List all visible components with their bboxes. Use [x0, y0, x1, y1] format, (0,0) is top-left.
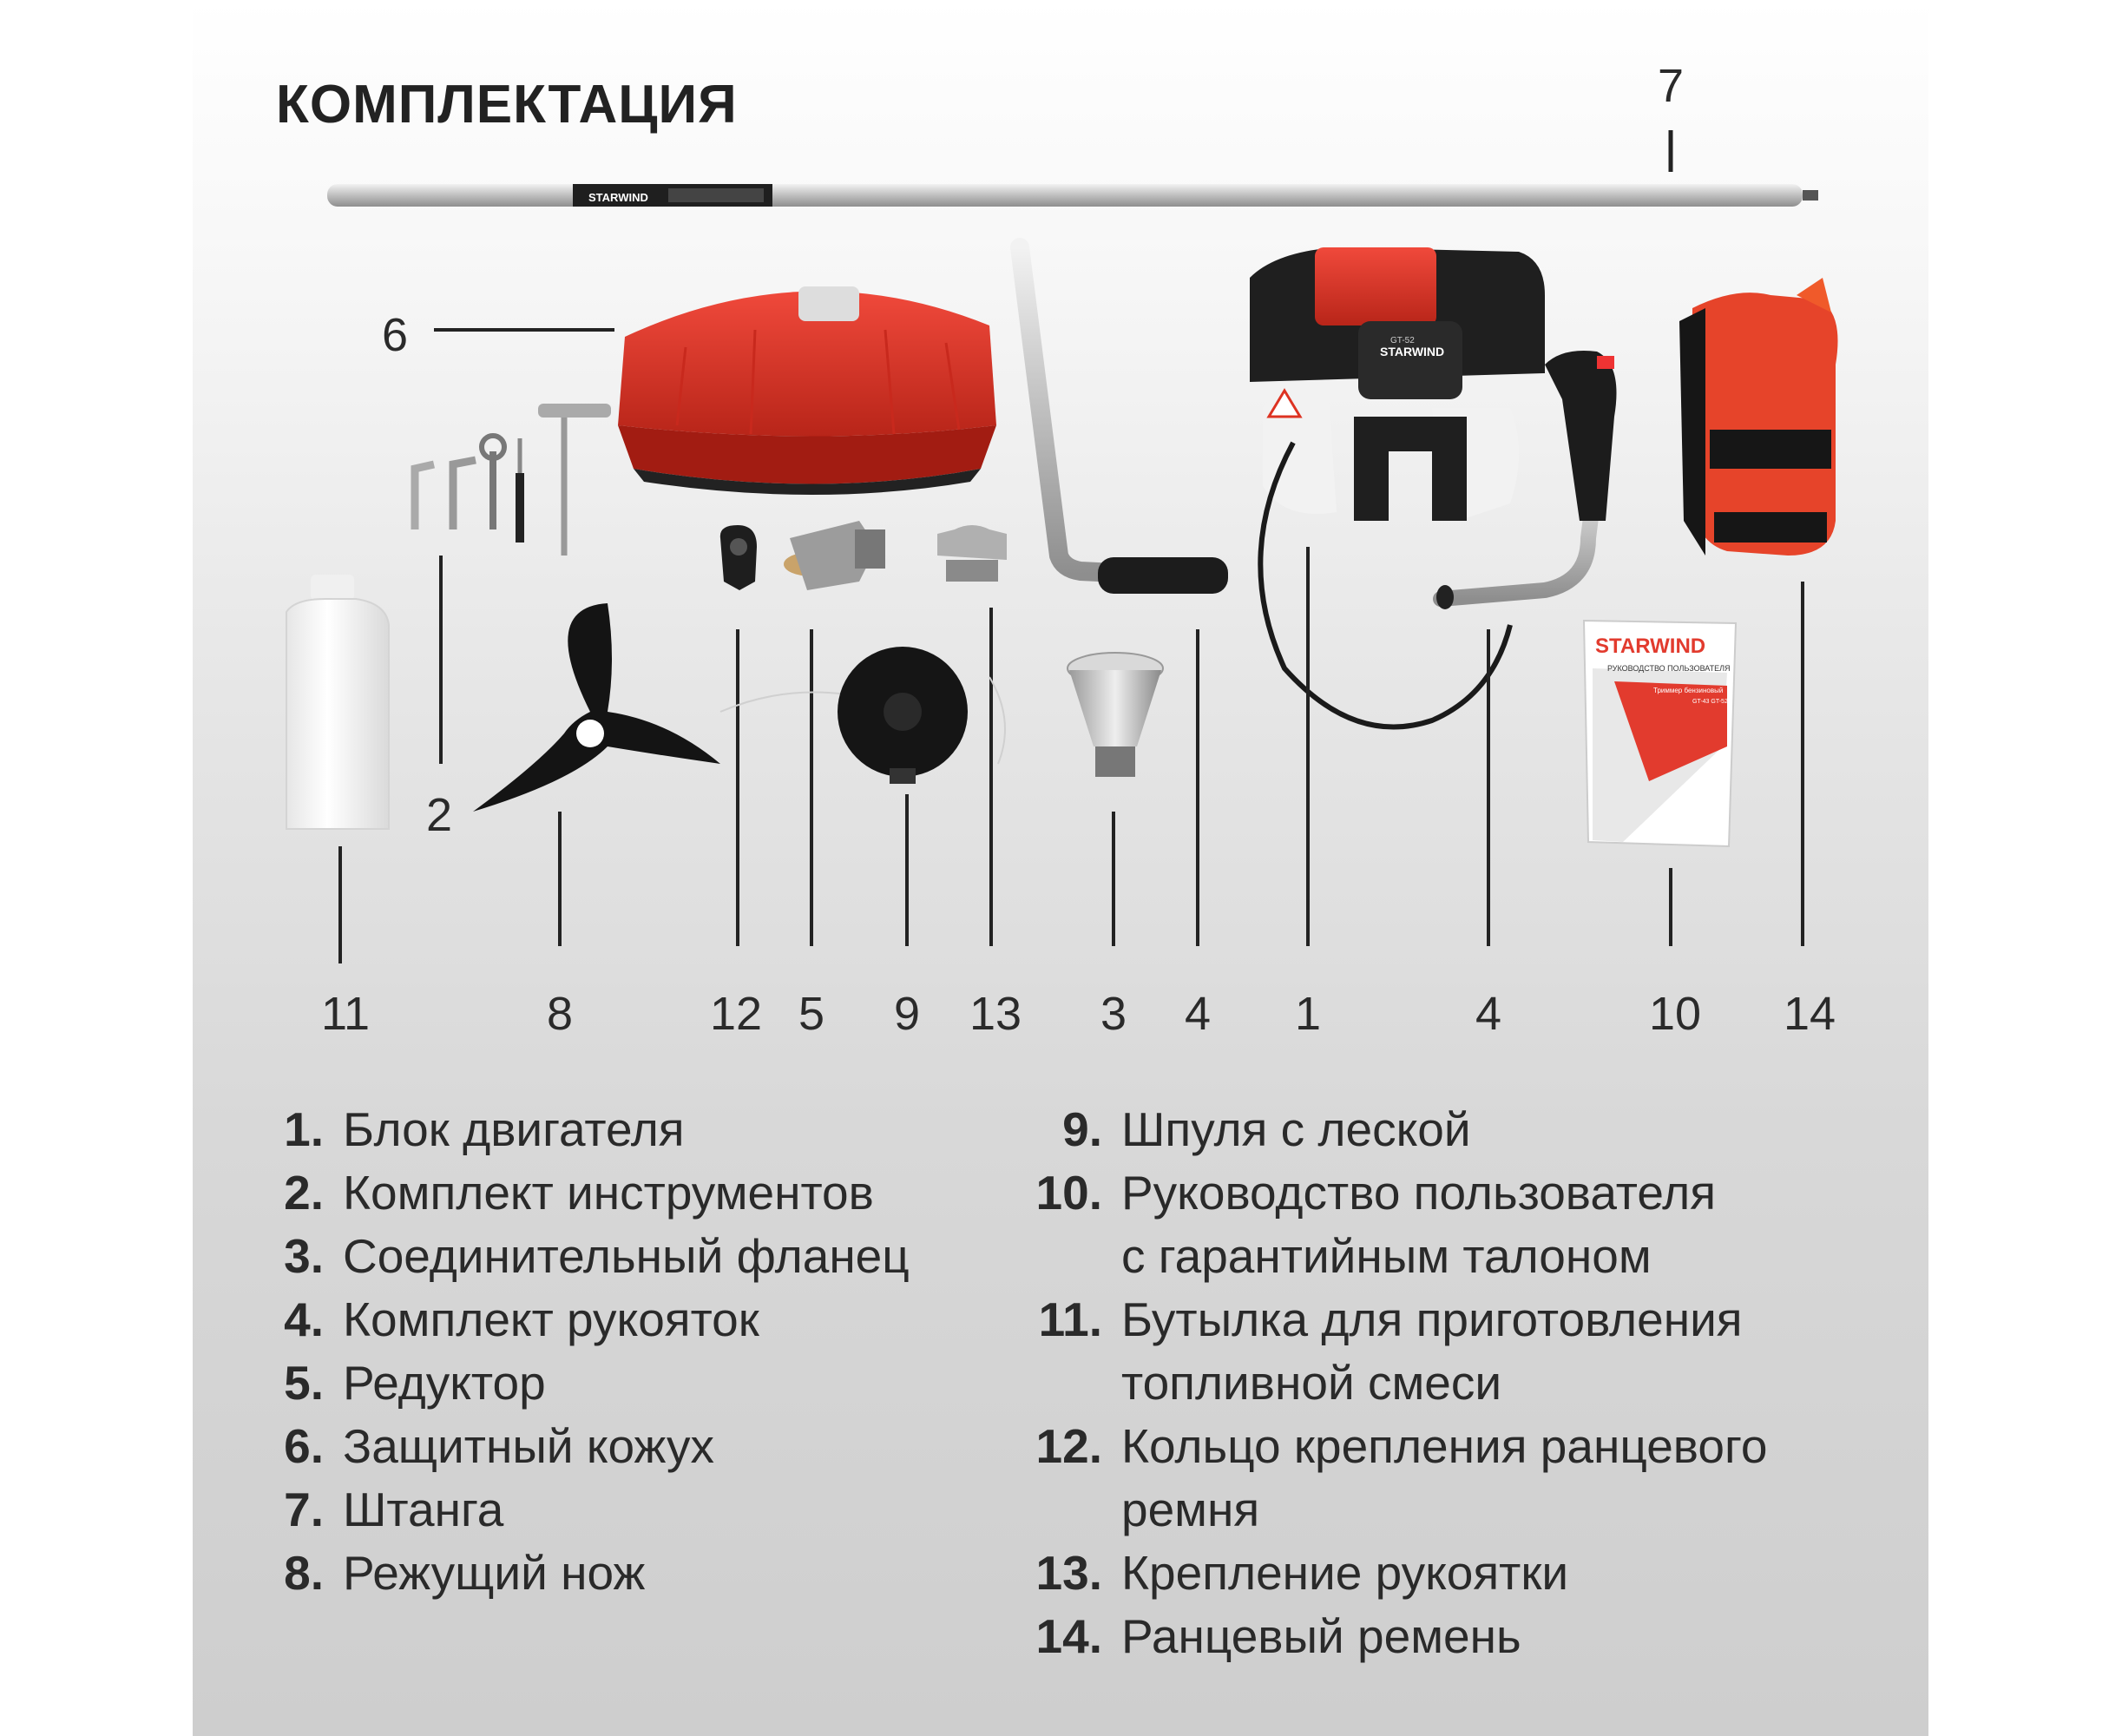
fuel-bottle-item: [286, 575, 389, 963]
legend-number: 3.: [284, 1229, 324, 1283]
callout-number: 14: [1783, 988, 1836, 1040]
legend-number: 6.: [284, 1419, 324, 1473]
legend-item: [1033, 1415, 1767, 1478]
legend-item-continuation: [1033, 1225, 1767, 1288]
shaft-brand-label: STARWIND: [588, 191, 648, 204]
callout-number: 13: [969, 988, 1022, 1040]
page-title: КОМПЛЕКТАЦИЯ: [276, 75, 738, 135]
legend-text: Шпуля с леской: [1121, 1102, 1471, 1156]
engine-model-label: GT-52: [1390, 336, 1415, 345]
callout-number: 11: [320, 988, 371, 1040]
engine-unit-item: [1250, 247, 1617, 946]
manual-brand-label: STARWIND: [1595, 635, 1706, 658]
legend-number: 12.: [1035, 1419, 1102, 1473]
callout-number: 4: [1184, 988, 1212, 1040]
legend-number: [1033, 1478, 1102, 1542]
user-manual-item: [1584, 621, 1736, 946]
legend-item: [276, 1098, 910, 1161]
legend-number: 1.: [284, 1102, 324, 1156]
legend-number: 14.: [1035, 1609, 1102, 1663]
legend-number: 10.: [1035, 1166, 1102, 1220]
manual-models: GT-43 GT-52: [1692, 699, 1728, 705]
legend-text: Редуктор: [343, 1356, 546, 1410]
legend-text: Режущий нож: [343, 1546, 646, 1600]
legend-right-column: [1033, 1098, 1767, 1668]
callout-number: 4: [1475, 988, 1502, 1040]
callout-number: 12: [709, 988, 763, 1040]
legend-item: [276, 1351, 910, 1415]
legend-text: Штанга: [343, 1483, 504, 1536]
legend-number: 11.: [1038, 1292, 1102, 1346]
legend-text: Руководство пользователя: [1121, 1166, 1716, 1220]
legend-text: Крепление рукоятки: [1121, 1546, 1569, 1600]
legend-text: Комплект инструментов: [343, 1166, 874, 1220]
callout-number: 10: [1648, 988, 1702, 1040]
callout-number: 6: [381, 309, 409, 361]
legend-item: [276, 1225, 910, 1288]
engine-brand-label: STARWIND: [1380, 345, 1445, 358]
legend-item: [276, 1161, 910, 1225]
legend-item-continuation: [1033, 1351, 1767, 1415]
line-spool-item: [720, 647, 1005, 946]
legend-text: Соединительный фланец: [343, 1229, 910, 1283]
legend-number: 4.: [284, 1292, 324, 1346]
callout-number: 5: [798, 988, 825, 1040]
legend-item: [1033, 1542, 1767, 1605]
legend-text: Бутылка для приготовления: [1121, 1292, 1743, 1346]
legend-number: 5.: [284, 1356, 324, 1410]
legend-number: 13.: [1035, 1546, 1102, 1600]
connecting-flange-item: [1068, 653, 1163, 946]
manual-subtitle: РУКОВОДСТВО ПОЛЬЗОВАТЕЛЯ: [1607, 664, 1731, 673]
legend-item: [1033, 1288, 1767, 1351]
callout-number: 3: [1100, 988, 1127, 1040]
callout-number: 9: [893, 988, 921, 1040]
manual-product: Триммер бензиновый: [1653, 687, 1724, 694]
callout-number: 8: [546, 988, 574, 1040]
legend-number: [1033, 1225, 1102, 1288]
legend-text: топливной смеси: [1121, 1356, 1502, 1410]
legend-item: [276, 1288, 910, 1351]
legend-number: 9.: [1062, 1102, 1102, 1156]
legend-text: Блок двигателя: [343, 1102, 685, 1156]
legend-item: [1033, 1161, 1767, 1225]
callout-number: 1: [1294, 988, 1322, 1040]
cutting-blade-item: [473, 603, 720, 946]
shaft-item: [327, 184, 1818, 207]
legend-item: [276, 1478, 910, 1542]
legend-text: Кольцо крепления ранцевого: [1121, 1419, 1768, 1473]
harness-ring-item: [720, 525, 757, 946]
callout-number: 7: [1657, 60, 1685, 112]
tool-kit-item: [415, 404, 611, 764]
legend-text: Защитный кожух: [343, 1419, 714, 1473]
legend-text: Комплект рукояток: [343, 1292, 759, 1346]
legend-item-continuation: [1033, 1478, 1767, 1542]
legend-item: [1033, 1098, 1767, 1161]
legend-item: [276, 1542, 910, 1605]
legend-left-column: [276, 1098, 910, 1605]
legend-number: 2.: [284, 1166, 324, 1220]
legend-item: [276, 1415, 910, 1478]
handle-bar-item: [1020, 247, 1228, 946]
legend-number: 7.: [284, 1483, 324, 1536]
legend-item: [1033, 1605, 1767, 1668]
callout-number: 2: [425, 789, 453, 841]
legend-text: с гарантийным талоном: [1121, 1229, 1652, 1283]
legend-number: [1033, 1351, 1102, 1415]
legend-text: ремня: [1121, 1483, 1260, 1536]
legend-number: 8.: [284, 1546, 324, 1600]
legend-text: Ранцевый ремень: [1121, 1609, 1521, 1663]
